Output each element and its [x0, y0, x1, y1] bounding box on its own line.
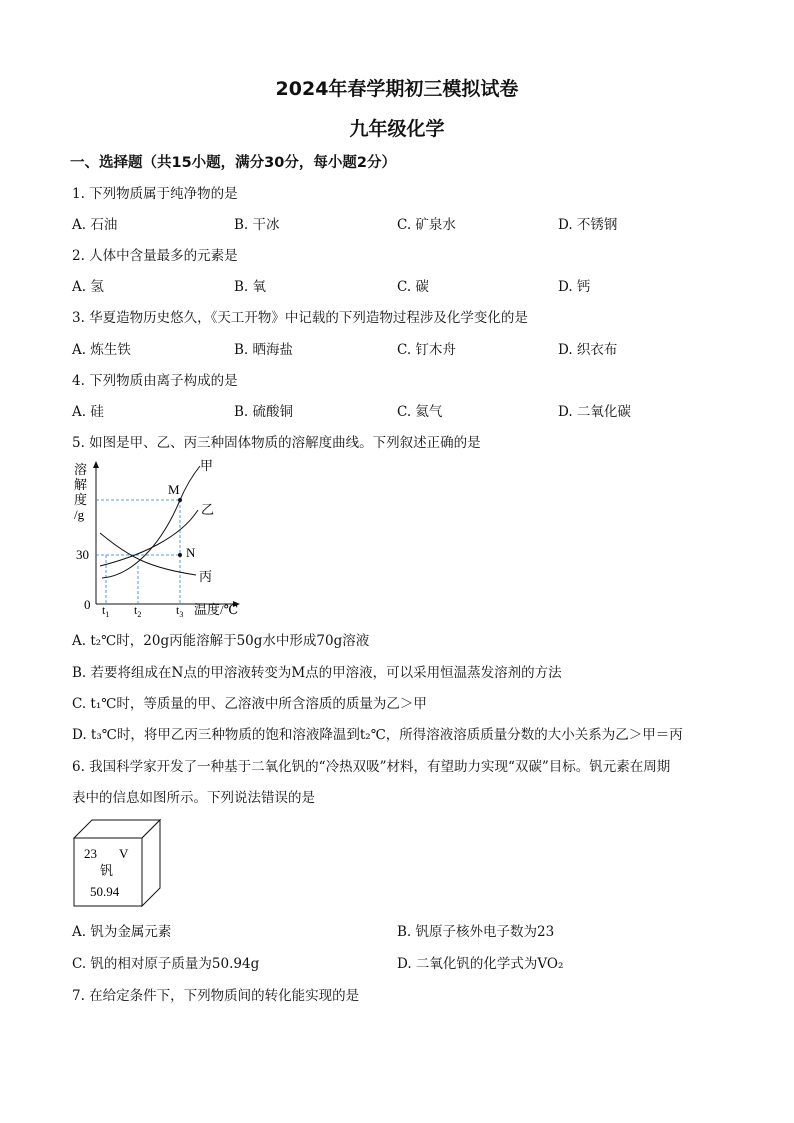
- label-m: M: [168, 482, 180, 497]
- tick-t1: $t_1$: [102, 603, 110, 618]
- q6-option-a: A. 钒为金属元素: [72, 924, 172, 940]
- atomic-mass: 50.94: [90, 884, 120, 899]
- label-bing: 丙: [199, 569, 213, 584]
- y-axis-arrow: [93, 461, 99, 468]
- ylabel-4: /g: [74, 507, 85, 522]
- label-n: N: [186, 545, 196, 560]
- section-heading: 一、选择题（共15小题，满分30分，每小题2分）: [70, 155, 396, 171]
- q6-option-b: B. 钒原子核外电子数为23: [397, 924, 555, 940]
- question-2-stem: 2. 人体中含量最多的元素是: [72, 248, 238, 264]
- q4-option-d: D. 二氧化碳: [558, 404, 631, 420]
- ylabel-3: 度: [74, 492, 88, 507]
- question-5-stem: 5. 如图是甲、乙、丙三种固体物质的溶解度曲线。下列叙述正确的是: [72, 435, 481, 451]
- solubility-curve-graph: [70, 458, 250, 618]
- question-4-stem: 4. 下列物质由离子构成的是: [72, 373, 238, 389]
- q4-option-c: C. 氦气: [397, 404, 443, 420]
- element-symbol: V: [119, 846, 129, 861]
- curve-yi: [100, 510, 198, 566]
- q1-option-c: C. 矿泉水: [397, 217, 456, 233]
- point-m: [178, 498, 182, 502]
- atomic-number: 23: [84, 846, 97, 861]
- tick-30: 30: [76, 547, 89, 562]
- question-1-stem: 1. 下列物质属于纯净物的是: [72, 186, 238, 202]
- q5-option-d: D. t₃℃时，将甲乙丙三种物质的饱和溶液降温到t₂℃，所得溶液溶质质量分数的大小关系为乙＞甲＝丙: [72, 727, 683, 743]
- tick-t2: $t_2$: [134, 603, 142, 618]
- element-card-vanadium: [72, 818, 164, 910]
- q6-option-c: C. 钒的相对原子质量为50.94g: [72, 956, 260, 972]
- q3-option-d: D. 织衣布: [558, 342, 618, 358]
- question-7-stem: 7. 在给定条件下，下列物质间的转化能实现的是: [72, 988, 360, 1004]
- q2-option-a: A. 氢: [72, 279, 104, 295]
- ylabel-1: 溶: [74, 462, 88, 477]
- question-6-stem-line2: 表中的信息如图所示。下列说法错误的是: [72, 790, 315, 806]
- q1-option-d: D. 不锈钢: [558, 217, 618, 233]
- exam-subtitle: 九年级化学: [349, 118, 445, 140]
- element-name: 钒: [100, 863, 114, 878]
- q6-option-d: D. 二氧化钒的化学式为VO₂: [397, 956, 564, 972]
- q5-option-c: C. t₁℃时，等质量的甲、乙溶液中所含溶质的质量为乙＞甲: [72, 696, 427, 712]
- question-3-stem: 3. 华夏造物历史悠久，《天工开物》中记载的下列造物过程涉及化学变化的是: [72, 310, 528, 326]
- q2-option-b: B. 氧: [234, 279, 267, 295]
- question-6-stem-line1: 6. 我国科学家开发了一种基于二氧化钒的“冷热双吸”材料，有望助力实现“双碳”目标。钒元素在周期: [72, 759, 671, 775]
- xlabel: 温度/℃: [194, 602, 239, 617]
- q3-option-c: C. 钉木舟: [397, 342, 456, 358]
- q3-option-b: B. 晒海盐: [234, 342, 294, 358]
- q4-option-b: B. 硫酸铜: [234, 404, 294, 420]
- origin-label: 0: [84, 597, 91, 612]
- q2-option-c: C. 碳: [397, 279, 429, 295]
- label-yi: 乙: [201, 502, 215, 517]
- q1-option-a: A. 石油: [72, 217, 118, 233]
- q1-option-b: B. 干冰: [234, 217, 280, 233]
- ylabel-2: 解: [74, 477, 88, 492]
- q2-option-d: D. 钙: [558, 279, 591, 295]
- tick-t3: $t_3$: [176, 603, 184, 618]
- exam-title: 2024年春学期初三模拟试卷: [275, 78, 519, 100]
- label-jia: 甲: [200, 458, 214, 473]
- q4-option-a: A. 硅: [72, 404, 104, 420]
- q3-option-a: A. 炼生铁: [72, 342, 131, 358]
- point-n: [178, 553, 182, 557]
- q5-option-b: B. 若要将组成在N点的甲溶液转变为M点的甲溶液，可以采用恒温蒸发溶剂的方法: [72, 665, 562, 681]
- q5-option-a: A. t₂℃时，20g丙能溶解于50g水中形成70g溶液: [72, 633, 370, 649]
